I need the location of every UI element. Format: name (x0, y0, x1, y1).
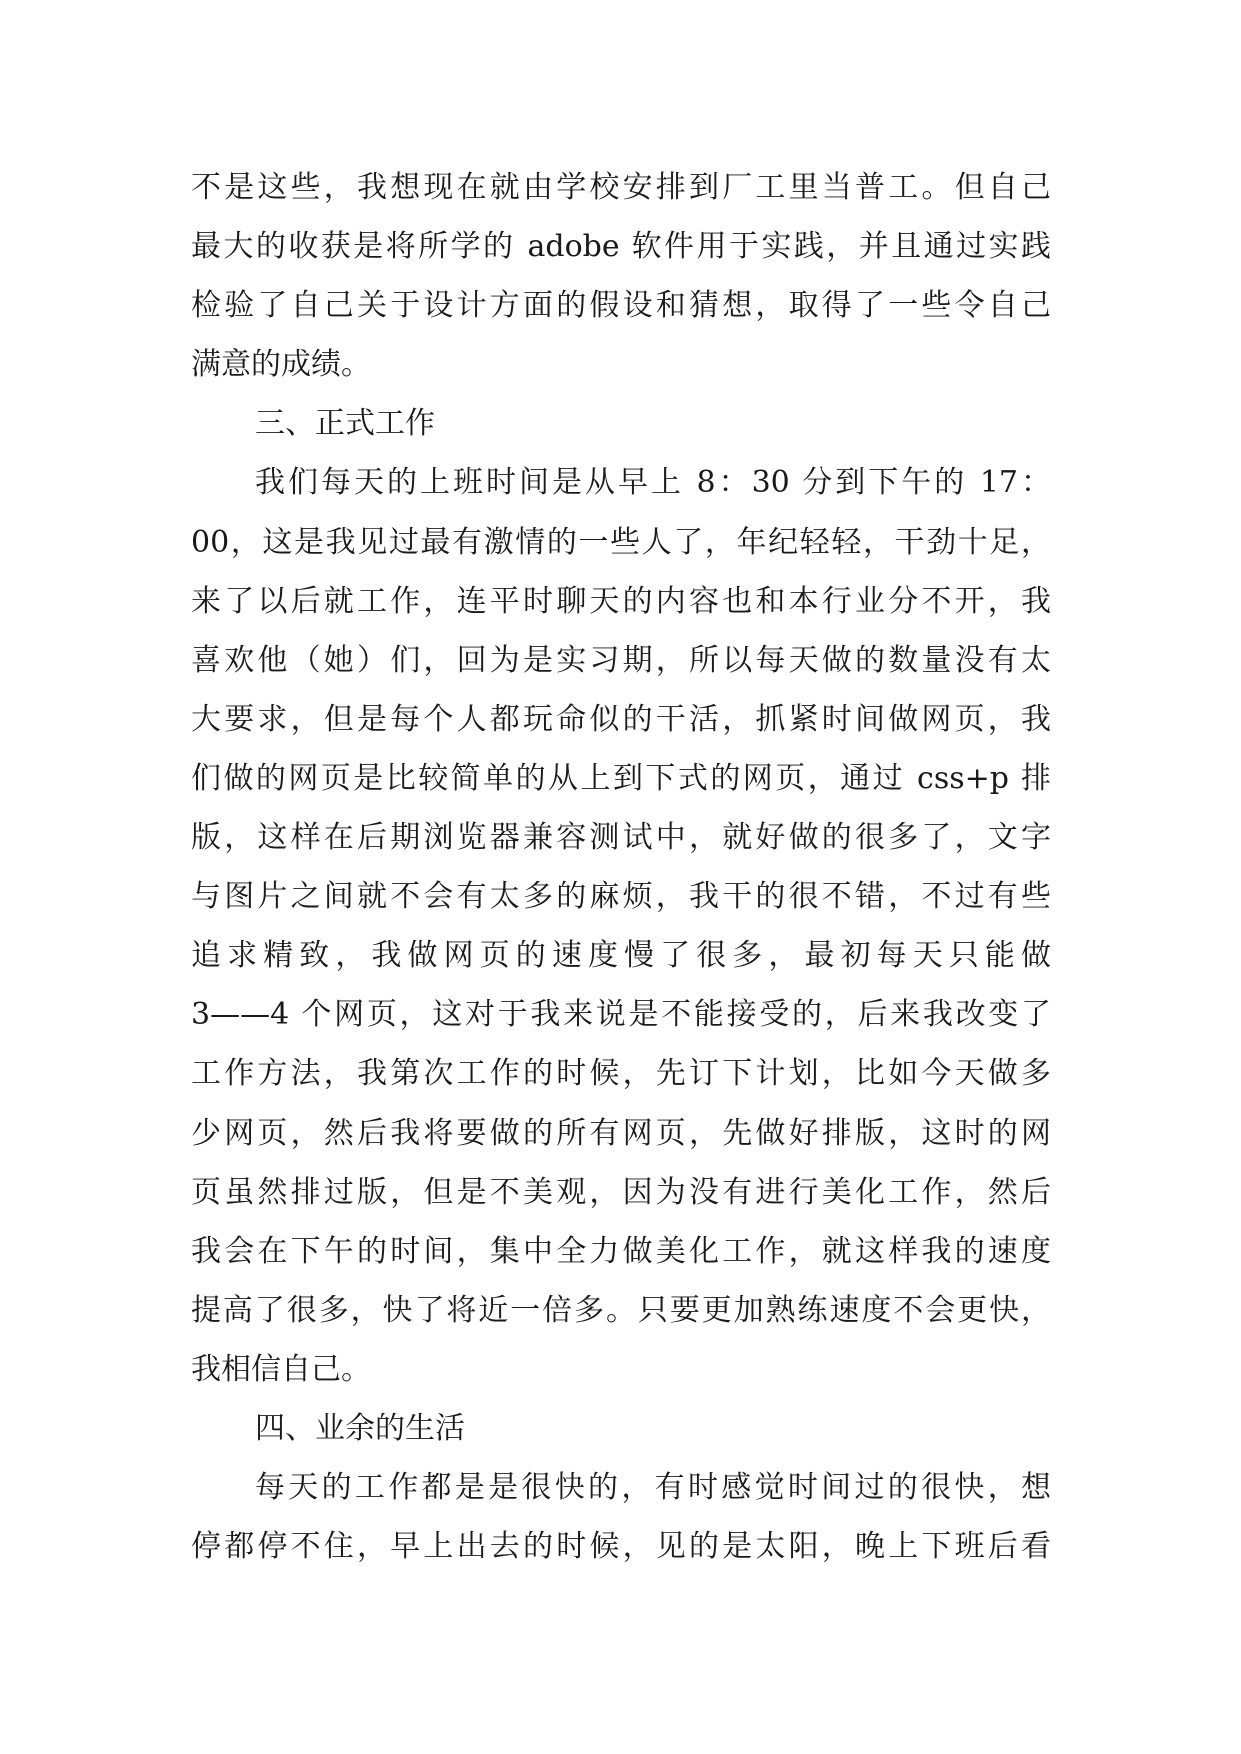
paragraph-line: 00，这是我见过最有激情的一些人了，年纪轻轻，干劲十足， (191, 524, 1051, 560)
paragraph-line: 追求精致，我做网页的速度慢了很多，最初每天只能做 (191, 938, 1051, 974)
paragraph-line: 我相信自己。 (191, 1351, 371, 1387)
paragraph-line: 我们每天的上班时间是从早上 8：30 分到下午的 17： (255, 465, 1051, 501)
paragraph-line: 们做的网页是比较简单的从上到下式的网页，通过 css+p 排 (191, 760, 1051, 796)
paragraph-line: 与图片之间就不会有太多的麻烦，我干的很不错，不过有些 (191, 879, 1051, 915)
paragraph-line: 少网页，然后我将要做的所有网页，先做好排版，这时的网 (191, 1115, 1051, 1151)
section-heading-leisure-life: 四、业余的生活 (255, 1410, 465, 1446)
paragraph-line: 每天的工作都是是很快的，有时感觉时间过的很快，想 (255, 1470, 1051, 1506)
paragraph-line: 停都停不住，早上出去的时候，见的是太阳，晚上下班后看 (191, 1529, 1051, 1565)
section-heading-formal-work: 三、正式工作 (255, 406, 435, 442)
paragraph-line: 满意的成绩。 (191, 347, 371, 383)
paragraph-line: 工作方法，我第次工作的时候，先订下计划，比如今天做多 (191, 1056, 1051, 1092)
paragraph-line: 来了以后就工作，连平时聊天的内容也和本行业分不开，我 (191, 583, 1051, 619)
body-text (191, 158, 1051, 1576)
paragraph-line: 页虽然排过版，但是不美观，因为没有进行美化工作，然后 (191, 1174, 1051, 1210)
paragraph-line: 3——4 个网页，这对于我来说是不能接受的，后来我改变了 (191, 997, 1051, 1033)
paragraph-line: 我会在下午的时间，集中全力做美化工作，就这样我的速度 (191, 1233, 1051, 1269)
paragraph-line: 大要求，但是每个人都玩命似的干活，抓紧时间做网页，我 (191, 701, 1051, 737)
paragraph-line: 检验了自己关于设计方面的假设和猜想，取得了一些令自己 (191, 288, 1051, 324)
paragraph-line: 喜欢他（她）们，回为是实习期，所以每天做的数量没有太 (191, 642, 1051, 678)
paragraph-line: 版，这样在后期浏览器兼容测试中，就好做的很多了，文字 (191, 820, 1051, 856)
paragraph-line: 最大的收获是将所学的 adobe 软件用于实践，并且通过实践 (191, 229, 1051, 265)
paragraph-line: 不是这些，我想现在就由学校安排到厂工里当普工。但自己 (191, 170, 1051, 205)
paragraph-line: 提高了很多，快了将近一倍多。只要更加熟练速度不会更快， (191, 1292, 1051, 1328)
